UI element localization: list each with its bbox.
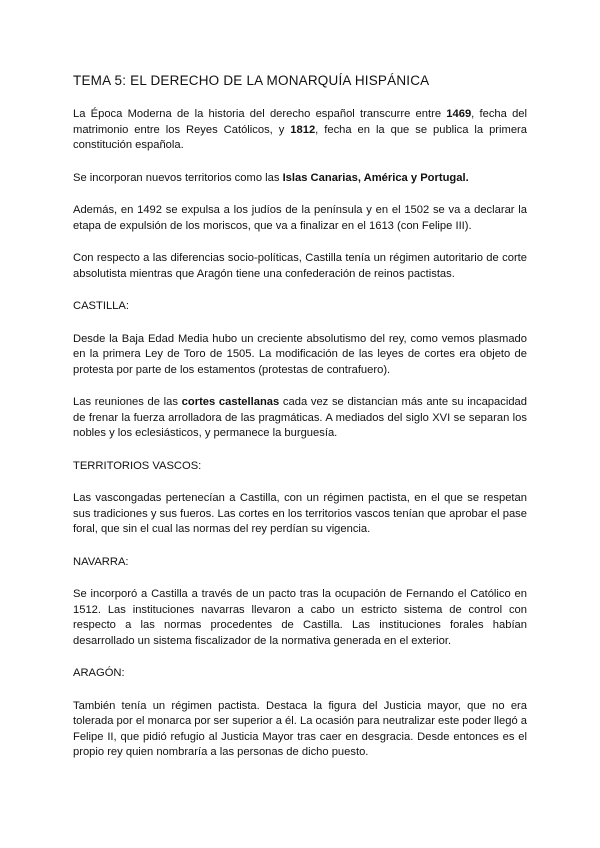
paragraph-castilla-cortes [73,395,527,442]
bold-territories: Islas Canarias, América y Portugal. [282,171,469,184]
paragraph-castilla-absolutism: Desde la Baja Edad Media hubo un creciente absolutismo del rey, como vemos plasmado en la primera Ley de Toro de 1505. La modificación de las leyes de cortes era objeto de protesta por parte de los estamentos (protestas de contrafuero). [73,332,527,376]
document-page [73,72,527,778]
paragraph-territories [73,171,527,187]
paragraph-navarra: Se incorporó a Castilla a través de un pacto tras la ocupación de Fernando el Católico en 1512. Las instituciones navarras llevaron a cabo un estricto sistema de control con respecto a las normas procedentes de Castilla. Las instituciones forales habían desarrollado un sistema fiscalizador de la normativa generada en el exterior. [73,588,527,647]
text-run: Las reuniones de las [73,396,182,408]
text-run: , fecha en la que se publica la primera constitución española. [73,123,527,151]
bold-year-1469: 1469 [446,108,472,120]
document-title: TEMA 5: EL DERECHO DE LA MONARQUÍA HISPÁNICA [73,73,430,88]
bold-cortes-castellanas: cortes castellanas [181,396,280,408]
text-run: , fecha del matrimonio entre los Reyes Católicos, y [73,108,528,136]
bold-year-1812: 1812 [290,123,316,136]
text-run: cada vez se distancian más ante su incapacidad de frenar la fuerza arrolladora de las pragmáticas. A mediados del siglo XVI se separan los nobles y los eclesiásticos, y permanece la burguesía. [73,396,527,439]
paragraph-dates [73,107,527,154]
paragraph-aragon: También tenía un régimen pactista. Destaca la figura del Justicia mayor, que no era tolerada por el monarca por ser superior a él. La ocasión para neutralizar este poder llegó a Felipe II, que pidió refugio al Justicia Mayor tras caer en desgracia. Desde entonces es el propio rey quien nombraría a las personas de dicho puesto. [73,699,527,758]
text-run: La Época Moderna de la historia del derecho español transcurre entre [73,108,447,120]
paragraph-socio-political: Con respecto a las diferencias socio-políticas, Castilla tenía un régimen autoritario de corte absolutista mientras que Aragón tiene una confederación de reinos pactistas. [73,252,527,280]
paragraph-vascos: Las vascongadas pertenecían a Castilla, con un régimen pactista, en el que se respetan sus tradiciones y sus fueros. Las cortes en los territorios vascos tenían que aprobar el pase foral, que sin el cual las normas del rey perdían su vigencia. [73,492,527,535]
section-heading-navarra: NAVARRA: [73,555,129,568]
section-heading-aragon: ARAGÓN: [73,667,125,679]
text-run: Se incorporan nuevos territorios como las [73,171,283,184]
section-heading-castilla: CASTILLA: [73,300,129,312]
section-heading-vascos: TERRITORIOS VASCOS: [73,459,202,472]
paragraph-expulsions: Además, en 1492 se expulsa a los judíos de la península y en el 1502 se va a declarar la etapa de expulsión de los moriscos, que va a finalizar en el 1613 (con Felipe III). [73,204,527,232]
